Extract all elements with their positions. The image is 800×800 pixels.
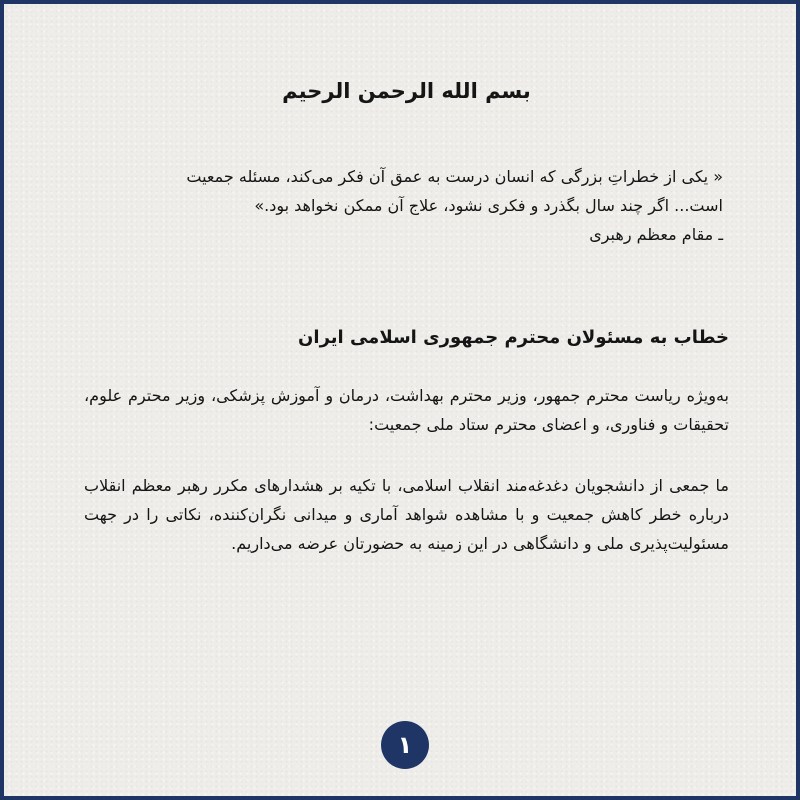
body-paragraph: ما جمعی از دانشجویان دغدغه‌مند انقلاب اسلامی، با تکیه بر هشدارهای مکرر رهبر معظم انقلاب درباره خطر کاهش جمعیت و با مشاهده شواهد آماری و میدانی نگران‌کننده، نکاتی را در جهت مسئولیت‌پذیری ملی و دانشگاهی در این زمینه به حضورتان عرضه می‌داریم.	[84, 476, 729, 553]
letter-body	[84, 62, 729, 558]
quote-line-1: « یکی از خطراتِ بزرگی که انسان درست به عمق آن فکر می‌کند، مسئله جمعیت	[186, 167, 723, 186]
page-number-badge: ۱	[381, 721, 429, 769]
quote-line-2: است... اگر چند سال بگذرد و فکری نشود، علاج آن ممکن نخواهد بود.»	[254, 196, 723, 215]
quote-attribution: ـ مقام معظم رهبری	[589, 225, 723, 244]
page-frame	[4, 4, 796, 796]
letter-heading: خطاب به مسئولان محترم جمهوری اسلامی ایران	[298, 327, 729, 348]
basmala-heading: بسم الله الرحمن الرحیم	[282, 79, 531, 103]
quote-block	[84, 162, 729, 220]
addressee-paragraph: به‌ویژه ریاست محترم جمهور، وزیر محترم بهداشت، درمان و آموزش پزشکی، وزیر محترم علوم، تحقیقات و فناوری، و اعضای محترم ستاد ملی جمعیت:	[84, 386, 729, 434]
